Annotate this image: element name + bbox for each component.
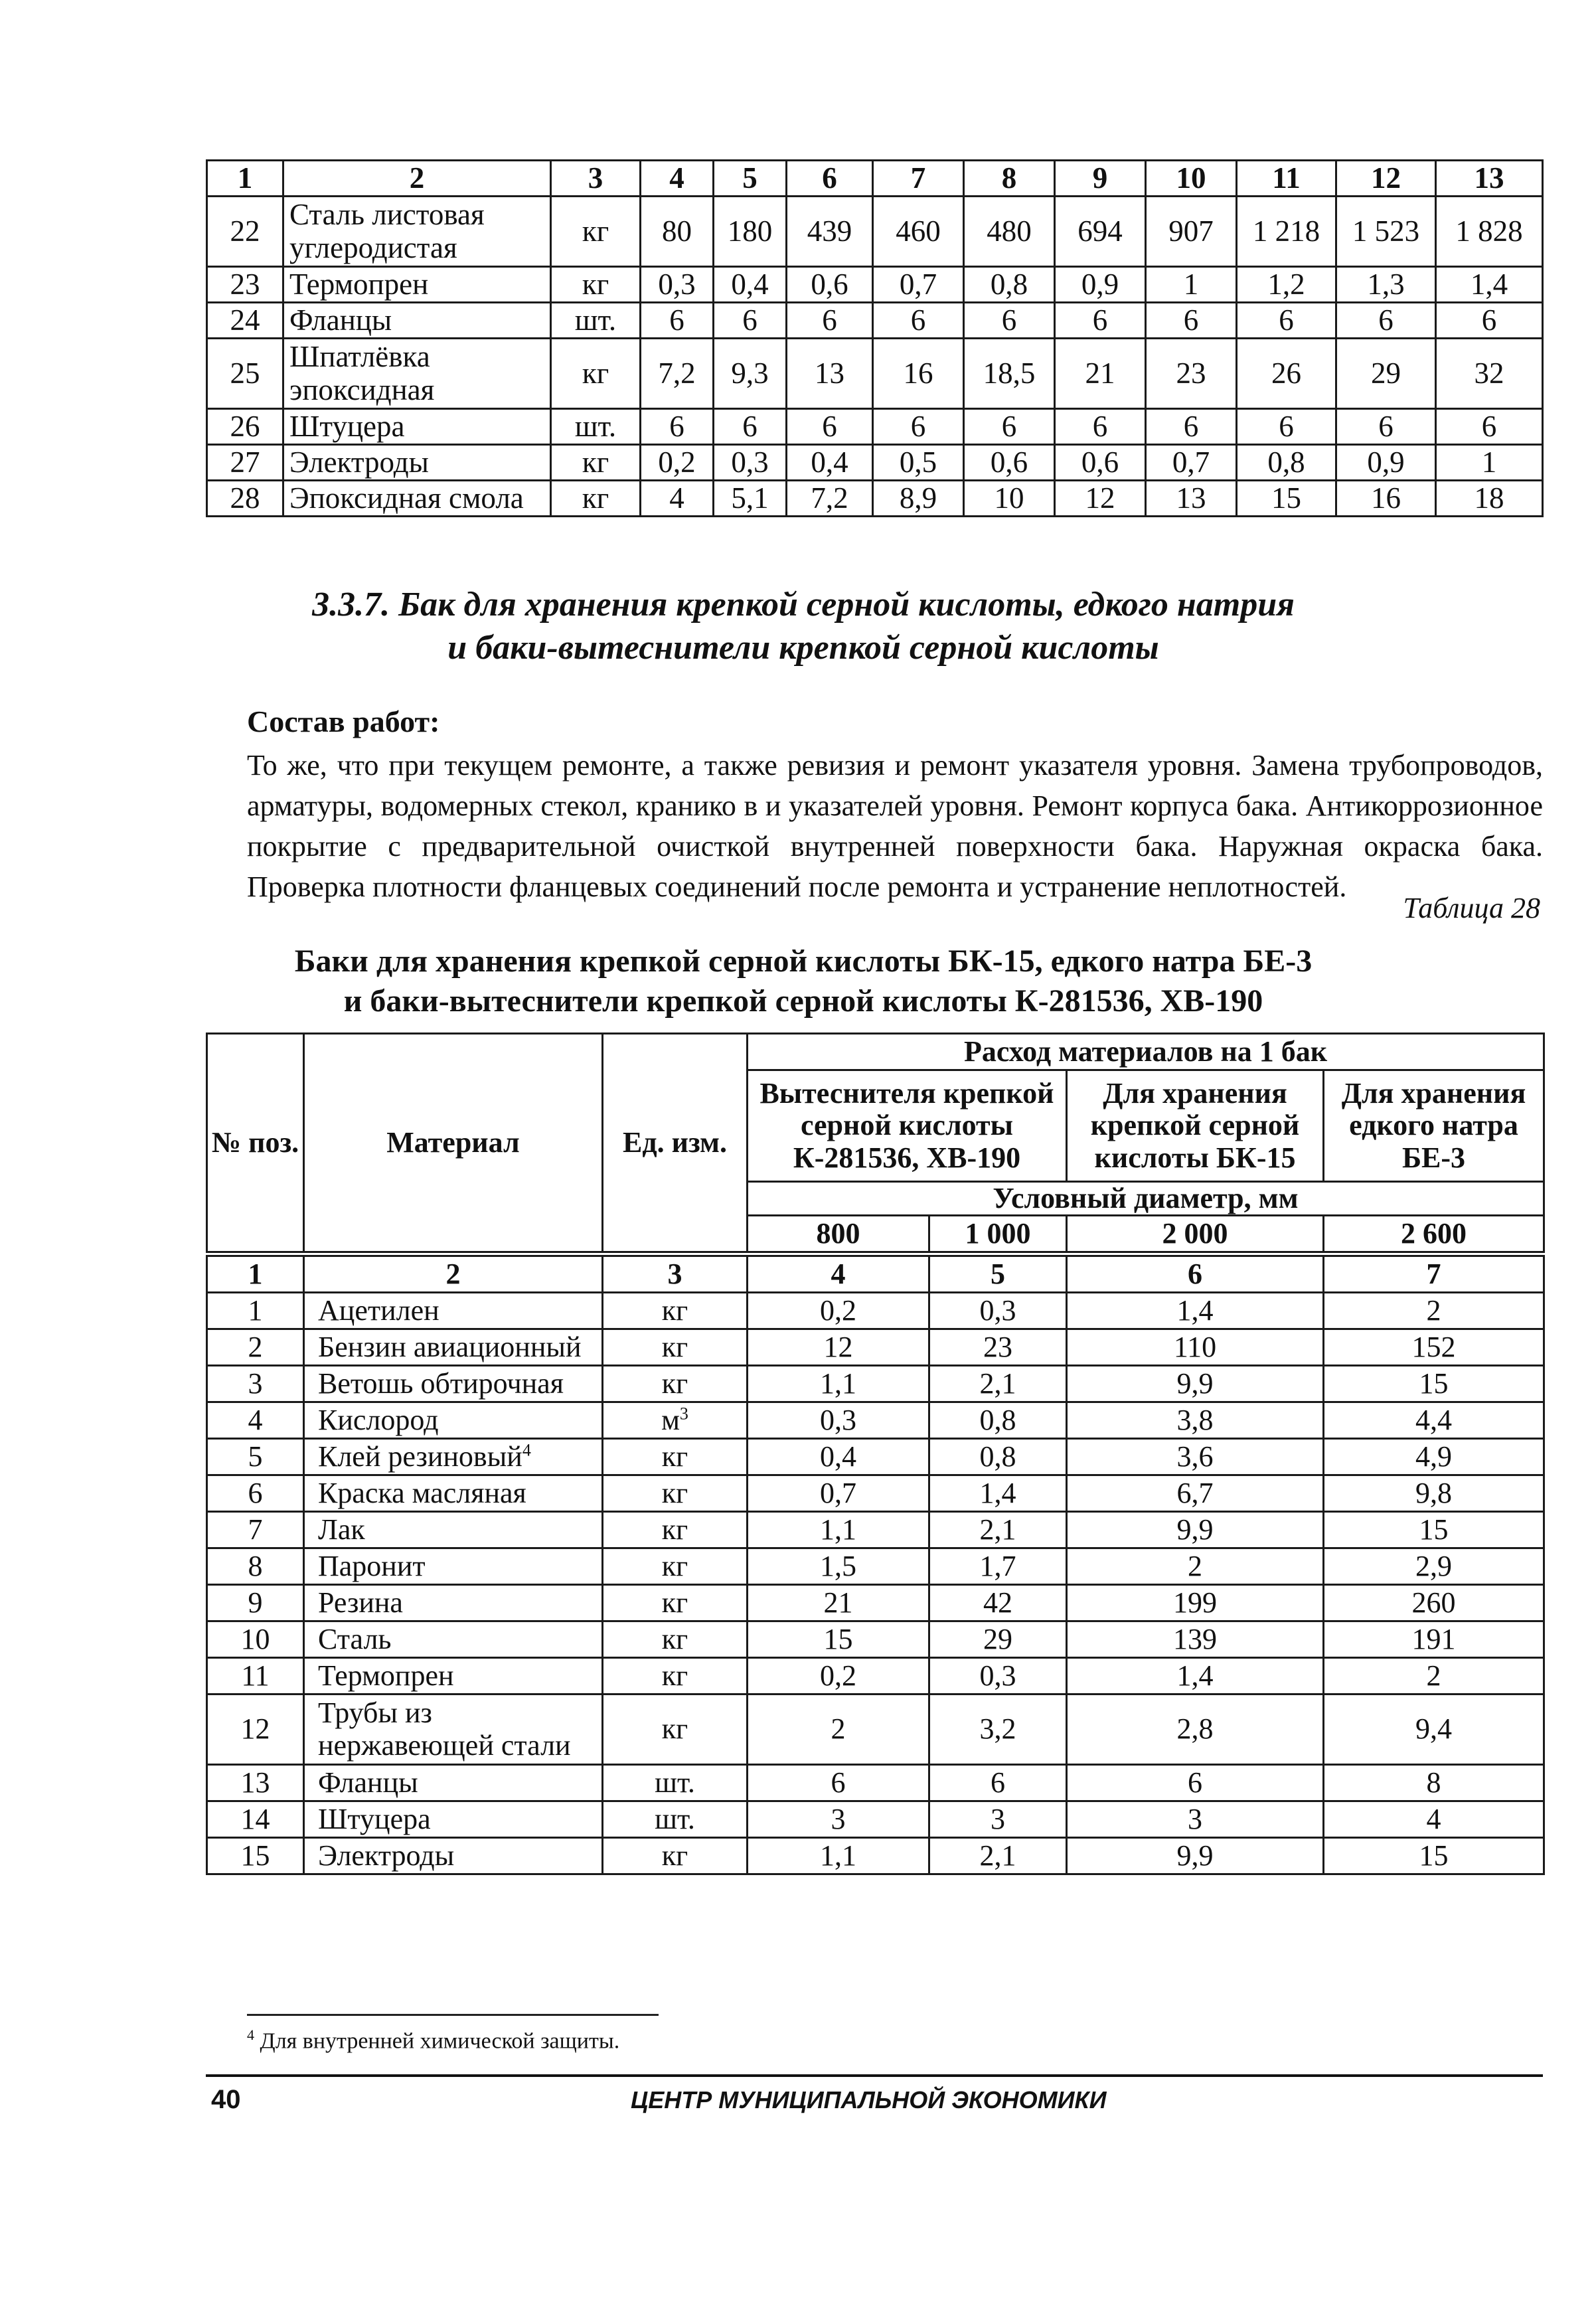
value-cell: 1,4 xyxy=(1436,267,1543,303)
row-number: 23 xyxy=(207,267,283,303)
value-cell: 460 xyxy=(873,197,964,267)
value-cell: 6 xyxy=(787,409,873,445)
material-name: Термопрен xyxy=(304,1658,603,1694)
value-cell: 3 xyxy=(748,1801,929,1838)
value-cell: 23 xyxy=(1146,339,1237,409)
row-number: 1 xyxy=(207,1293,304,1329)
value-cell: 3 xyxy=(929,1801,1067,1838)
footnote-mark: 4 xyxy=(247,2026,254,2043)
unit-text: м xyxy=(661,1403,680,1436)
value-cell: 16 xyxy=(873,339,964,409)
header-material: Материал xyxy=(304,1034,603,1252)
value-cell: 8 xyxy=(1324,1765,1544,1801)
row-number: 9 xyxy=(207,1585,304,1621)
column-number: 11 xyxy=(1237,161,1336,197)
unit: шт. xyxy=(603,1801,748,1838)
row-number: 10 xyxy=(207,1621,304,1658)
value-cell: 1,5 xyxy=(748,1548,929,1585)
footnote xyxy=(247,2026,619,2054)
value-cell: 0,8 xyxy=(1237,445,1336,481)
table-row xyxy=(207,1512,1544,1548)
table-row xyxy=(207,1838,1544,1874)
value-cell: 9,9 xyxy=(1067,1512,1324,1548)
table-row xyxy=(207,409,1543,445)
value-cell: 191 xyxy=(1324,1621,1544,1658)
material-name: Шпатлёвка эпоксидная xyxy=(283,339,551,409)
unit xyxy=(603,1402,748,1439)
column-number: 4 xyxy=(641,161,714,197)
value-cell: 21 xyxy=(1055,339,1146,409)
value-cell: 0,3 xyxy=(929,1293,1067,1329)
column-number: 2 xyxy=(304,1256,603,1293)
value-cell: 3 xyxy=(1067,1801,1324,1838)
unit: кг xyxy=(603,1585,748,1621)
value-cell: 80 xyxy=(641,197,714,267)
value-cell: 2 xyxy=(1067,1548,1324,1585)
table-row xyxy=(207,1475,1544,1512)
material-name: Электроды xyxy=(304,1838,603,1874)
header-consumption: Расход материалов на 1 бак xyxy=(748,1034,1544,1070)
value-cell: 18,5 xyxy=(964,339,1055,409)
column-number: 12 xyxy=(1336,161,1436,197)
value-cell: 1 218 xyxy=(1237,197,1336,267)
material-name: Краска масляная xyxy=(304,1475,603,1512)
unit: кг xyxy=(551,481,641,517)
table-number: Таблица 28 xyxy=(1403,892,1540,924)
value-cell: 0,3 xyxy=(748,1402,929,1439)
value-cell: 12 xyxy=(1055,481,1146,517)
value-cell: 7,2 xyxy=(641,339,714,409)
row-number: 26 xyxy=(207,409,283,445)
value-cell: 0,9 xyxy=(1336,445,1436,481)
row-number: 25 xyxy=(207,339,283,409)
materials-table xyxy=(206,1255,1545,1875)
value-cell: 1,1 xyxy=(748,1366,929,1402)
table-header xyxy=(206,1033,1545,1253)
value-cell: 6,7 xyxy=(1067,1475,1324,1512)
row-number: 6 xyxy=(207,1475,304,1512)
value-cell: 2,8 xyxy=(1067,1694,1324,1765)
value-cell: 1,4 xyxy=(929,1475,1067,1512)
material-name: Фланцы xyxy=(283,303,551,339)
column-number: 7 xyxy=(873,161,964,197)
value-cell: 1,3 xyxy=(1336,267,1436,303)
material-name: Штуцера xyxy=(283,409,551,445)
value-cell: 10 xyxy=(964,481,1055,517)
value-cell: 13 xyxy=(1146,481,1237,517)
value-cell: 4 xyxy=(1324,1801,1544,1838)
material-name: Эпоксидная смола xyxy=(283,481,551,517)
value-cell: 6 xyxy=(1055,303,1146,339)
table-row xyxy=(207,1801,1544,1838)
unit: шт. xyxy=(551,409,641,445)
unit: кг xyxy=(603,1621,748,1658)
row-number: 15 xyxy=(207,1838,304,1874)
value-cell: 2 xyxy=(1324,1293,1544,1329)
footnote-marker: 4 xyxy=(522,1440,531,1460)
header-group-be3: Для хранения едкого натра БЕ-3 xyxy=(1324,1070,1544,1182)
value-cell: 694 xyxy=(1055,197,1146,267)
column-number: 1 xyxy=(207,161,283,197)
value-cell: 1,4 xyxy=(1067,1293,1324,1329)
column-number: 6 xyxy=(1067,1256,1324,1293)
row-number: 28 xyxy=(207,481,283,517)
table-title-line: и баки-вытеснители крепкой серной кислоты К-281536, ХВ-190 xyxy=(343,983,1263,1019)
value-cell: 0,5 xyxy=(873,445,964,481)
row-number: 13 xyxy=(207,1765,304,1801)
unit: кг xyxy=(603,1658,748,1694)
value-cell: 15 xyxy=(1324,1512,1544,1548)
value-cell: 6 xyxy=(1336,303,1436,339)
header-unit: Ед. изм. xyxy=(603,1034,748,1252)
table-row xyxy=(207,1585,1544,1621)
value-cell: 2,1 xyxy=(929,1366,1067,1402)
page-number: 40 xyxy=(211,2085,241,2114)
material-name: Трубы из нержавеющей стали xyxy=(304,1694,603,1765)
value-cell: 5,1 xyxy=(714,481,787,517)
column-number: 4 xyxy=(748,1256,929,1293)
material-name: Резина xyxy=(304,1585,603,1621)
table-row xyxy=(207,481,1543,517)
work-composition-heading: Состав работ: xyxy=(247,704,440,738)
value-cell: 3,6 xyxy=(1067,1439,1324,1475)
value-cell: 26 xyxy=(1237,339,1336,409)
row-number: 8 xyxy=(207,1548,304,1585)
value-cell: 29 xyxy=(1336,339,1436,409)
value-cell: 18 xyxy=(1436,481,1543,517)
header-position: № поз. xyxy=(207,1034,304,1252)
unit: кг xyxy=(603,1512,748,1548)
value-cell: 260 xyxy=(1324,1585,1544,1621)
material-name: Термопрен xyxy=(283,267,551,303)
value-cell: 180 xyxy=(714,197,787,267)
unit: шт. xyxy=(603,1765,748,1801)
table-row xyxy=(207,1694,1544,1765)
value-cell: 15 xyxy=(1237,481,1336,517)
value-cell: 0,3 xyxy=(641,267,714,303)
table-row xyxy=(207,1765,1544,1801)
value-cell: 139 xyxy=(1067,1621,1324,1658)
value-cell: 0,7 xyxy=(748,1475,929,1512)
material-text: Клей резиновый xyxy=(318,1440,522,1473)
value-cell: 0,4 xyxy=(748,1439,929,1475)
table-row xyxy=(207,197,1543,267)
materials-table-continued xyxy=(206,159,1544,517)
value-cell: 0,6 xyxy=(964,445,1055,481)
row-number: 11 xyxy=(207,1658,304,1694)
value-cell: 6 xyxy=(929,1765,1067,1801)
value-cell: 199 xyxy=(1067,1585,1324,1621)
value-cell: 16 xyxy=(1336,481,1436,517)
unit-superscript: 3 xyxy=(679,1404,688,1424)
value-cell: 6 xyxy=(1067,1765,1324,1801)
row-number: 27 xyxy=(207,445,283,481)
value-cell: 2 xyxy=(748,1694,929,1765)
footer-rule xyxy=(206,2074,1543,2077)
value-cell: 8,9 xyxy=(873,481,964,517)
work-description: То же, что при текущем ремонте, а также ревизия и ремонт указателя уровня. Замена трубопроводов, арматуры, водомерных стекол, кранико в и указателей уровня. Ремонт корпуса бака. Антикоррозионное покрытие с предварительной очисткой внутренней поверхности бака. Наружная окраска бака. Проверка плотности фланцевых соединений после ремонта и устранение неплотностей. xyxy=(247,749,1543,903)
value-cell: 0,8 xyxy=(964,267,1055,303)
value-cell: 9,4 xyxy=(1324,1694,1544,1765)
row-number: 5 xyxy=(207,1439,304,1475)
value-cell: 0,2 xyxy=(641,445,714,481)
material-name: Лак xyxy=(304,1512,603,1548)
column-number: 1 xyxy=(207,1256,304,1293)
column-numbers-row xyxy=(207,1256,1544,1293)
row-number: 12 xyxy=(207,1694,304,1765)
value-cell: 0,3 xyxy=(929,1658,1067,1694)
row-number: 22 xyxy=(207,197,283,267)
section-title xyxy=(199,583,1407,669)
value-cell: 6 xyxy=(787,303,873,339)
value-cell: 1,1 xyxy=(748,1838,929,1874)
value-cell: 6 xyxy=(964,409,1055,445)
material-name: Сталь листовая углеродистая xyxy=(283,197,551,267)
value-cell: 2,9 xyxy=(1324,1548,1544,1585)
unit: кг xyxy=(603,1293,748,1329)
value-cell: 0,2 xyxy=(748,1293,929,1329)
column-number: 10 xyxy=(1146,161,1237,197)
value-cell: 23 xyxy=(929,1329,1067,1366)
value-cell: 480 xyxy=(964,197,1055,267)
column-number: 3 xyxy=(551,161,641,197)
value-cell: 1 xyxy=(1146,267,1237,303)
table-row xyxy=(207,1329,1544,1366)
header-diameter-value: 800 xyxy=(748,1216,929,1252)
value-cell: 0,7 xyxy=(873,267,964,303)
value-cell: 1 xyxy=(1436,445,1543,481)
row-number: 24 xyxy=(207,303,283,339)
unit: кг xyxy=(603,1475,748,1512)
value-cell: 32 xyxy=(1436,339,1543,409)
value-cell: 6 xyxy=(964,303,1055,339)
value-cell: 3,2 xyxy=(929,1694,1067,1765)
value-cell: 2,1 xyxy=(929,1512,1067,1548)
value-cell: 13 xyxy=(787,339,873,409)
value-cell: 2 xyxy=(1324,1658,1544,1694)
value-cell: 42 xyxy=(929,1585,1067,1621)
value-cell: 1,2 xyxy=(1237,267,1336,303)
value-cell: 6 xyxy=(1436,303,1543,339)
header-diameter-value: 2 000 xyxy=(1067,1216,1324,1252)
unit: кг xyxy=(603,1694,748,1765)
unit: кг xyxy=(603,1548,748,1585)
unit: кг xyxy=(603,1439,748,1475)
value-cell: 2,1 xyxy=(929,1838,1067,1874)
unit: кг xyxy=(603,1366,748,1402)
row-number: 14 xyxy=(207,1801,304,1838)
column-number: 13 xyxy=(1436,161,1543,197)
header-group-displacer: Вытеснителя крепкой серной кислоты К-281536, ХВ-190 xyxy=(748,1070,1067,1182)
value-cell: 0,7 xyxy=(1146,445,1237,481)
value-cell: 15 xyxy=(748,1621,929,1658)
material-name xyxy=(304,1439,603,1475)
table-row xyxy=(207,303,1543,339)
publisher-name: ЦЕНТР МУНИЦИПАЛЬНОЙ ЭКОНОМИКИ xyxy=(631,2086,1107,2113)
column-number: 8 xyxy=(964,161,1055,197)
value-cell: 9,9 xyxy=(1067,1366,1324,1402)
value-cell: 9,3 xyxy=(714,339,787,409)
value-cell: 4,9 xyxy=(1324,1439,1544,1475)
column-number: 5 xyxy=(714,161,787,197)
value-cell: 0,2 xyxy=(748,1658,929,1694)
table-row xyxy=(207,1621,1544,1658)
header-diameter-value: 1 000 xyxy=(929,1216,1067,1252)
column-number: 7 xyxy=(1324,1256,1544,1293)
value-cell: 21 xyxy=(748,1585,929,1621)
column-number: 5 xyxy=(929,1256,1067,1293)
table-row xyxy=(207,445,1543,481)
table-row xyxy=(207,267,1543,303)
value-cell: 439 xyxy=(787,197,873,267)
value-cell: 6 xyxy=(641,303,714,339)
header-group-bk15: Для хранения крепкой серной кислоты БК-15 xyxy=(1067,1070,1324,1182)
value-cell: 0,8 xyxy=(929,1402,1067,1439)
value-cell: 0,4 xyxy=(714,267,787,303)
column-number: 6 xyxy=(787,161,873,197)
value-cell: 7,2 xyxy=(787,481,873,517)
column-number: 2 xyxy=(283,161,551,197)
value-cell: 6 xyxy=(641,409,714,445)
value-cell: 152 xyxy=(1324,1329,1544,1366)
value-cell: 1,7 xyxy=(929,1548,1067,1585)
material-name: Электроды xyxy=(283,445,551,481)
row-number: 4 xyxy=(207,1402,304,1439)
table-row xyxy=(207,1439,1544,1475)
row-number: 3 xyxy=(207,1366,304,1402)
value-cell: 4,4 xyxy=(1324,1402,1544,1439)
value-cell: 6 xyxy=(714,409,787,445)
value-cell: 0,3 xyxy=(714,445,787,481)
row-number: 7 xyxy=(207,1512,304,1548)
section-title-line: 3.3.7. Бак для хранения крепкой серной кислоты, едкого натрия xyxy=(312,586,1295,623)
value-cell: 6 xyxy=(714,303,787,339)
value-cell: 15 xyxy=(1324,1838,1544,1874)
value-cell: 6 xyxy=(748,1765,929,1801)
value-cell: 0,4 xyxy=(787,445,873,481)
value-cell: 6 xyxy=(1146,303,1237,339)
value-cell: 9,9 xyxy=(1067,1838,1324,1874)
material-name: Ацетилен xyxy=(304,1293,603,1329)
table-header-row xyxy=(207,161,1543,197)
value-cell: 907 xyxy=(1146,197,1237,267)
value-cell: 0,8 xyxy=(929,1439,1067,1475)
value-cell: 6 xyxy=(873,409,964,445)
table-row xyxy=(207,1402,1544,1439)
material-name: Ветошь обтирочная xyxy=(304,1366,603,1402)
footnote-separator xyxy=(247,2014,659,2016)
material-name: Паронит xyxy=(304,1548,603,1585)
value-cell: 1 523 xyxy=(1336,197,1436,267)
table-row xyxy=(207,1293,1544,1329)
value-cell: 4 xyxy=(641,481,714,517)
column-number: 3 xyxy=(603,1256,748,1293)
value-cell: 6 xyxy=(1336,409,1436,445)
material-name: Бензин авиационный xyxy=(304,1329,603,1366)
column-number: 9 xyxy=(1055,161,1146,197)
table-row xyxy=(207,339,1543,409)
value-cell: 6 xyxy=(1237,303,1336,339)
unit: кг xyxy=(551,339,641,409)
material-name: Сталь xyxy=(304,1621,603,1658)
value-cell: 0,6 xyxy=(1055,445,1146,481)
unit: кг xyxy=(603,1329,748,1366)
unit: кг xyxy=(551,197,641,267)
value-cell: 6 xyxy=(1237,409,1336,445)
material-name: Фланцы xyxy=(304,1765,603,1801)
value-cell: 9,8 xyxy=(1324,1475,1544,1512)
value-cell: 110 xyxy=(1067,1329,1324,1366)
value-cell: 15 xyxy=(1324,1366,1544,1402)
value-cell: 0,9 xyxy=(1055,267,1146,303)
value-cell: 6 xyxy=(1146,409,1237,445)
value-cell: 29 xyxy=(929,1621,1067,1658)
value-cell: 1,1 xyxy=(748,1512,929,1548)
value-cell: 6 xyxy=(873,303,964,339)
table-title xyxy=(199,942,1407,1021)
header-diameter-value: 2 600 xyxy=(1324,1216,1544,1252)
header-diameter: Условный диаметр, мм xyxy=(748,1182,1544,1216)
unit: шт. xyxy=(551,303,641,339)
footnote-text: Для внутренней химической защиты. xyxy=(260,2028,620,2054)
table-title-line: Баки для хранения крепкой серной кислоты БК-15, едкого натра БЕ-3 xyxy=(294,944,1313,979)
section-title-line: и баки-вытеснители крепкой серной кислоты xyxy=(447,629,1159,667)
unit: кг xyxy=(603,1838,748,1874)
unit: кг xyxy=(551,267,641,303)
value-cell: 1,4 xyxy=(1067,1658,1324,1694)
unit: кг xyxy=(551,445,641,481)
table-row xyxy=(207,1366,1544,1402)
value-cell: 6 xyxy=(1055,409,1146,445)
value-cell: 1 828 xyxy=(1436,197,1543,267)
row-number: 2 xyxy=(207,1329,304,1366)
value-cell: 0,6 xyxy=(787,267,873,303)
table-row xyxy=(207,1548,1544,1585)
table-row xyxy=(207,1658,1544,1694)
material-name: Штуцера xyxy=(304,1801,603,1838)
value-cell: 3,8 xyxy=(1067,1402,1324,1439)
material-name: Кислород xyxy=(304,1402,603,1439)
value-cell: 12 xyxy=(748,1329,929,1366)
value-cell: 6 xyxy=(1436,409,1543,445)
